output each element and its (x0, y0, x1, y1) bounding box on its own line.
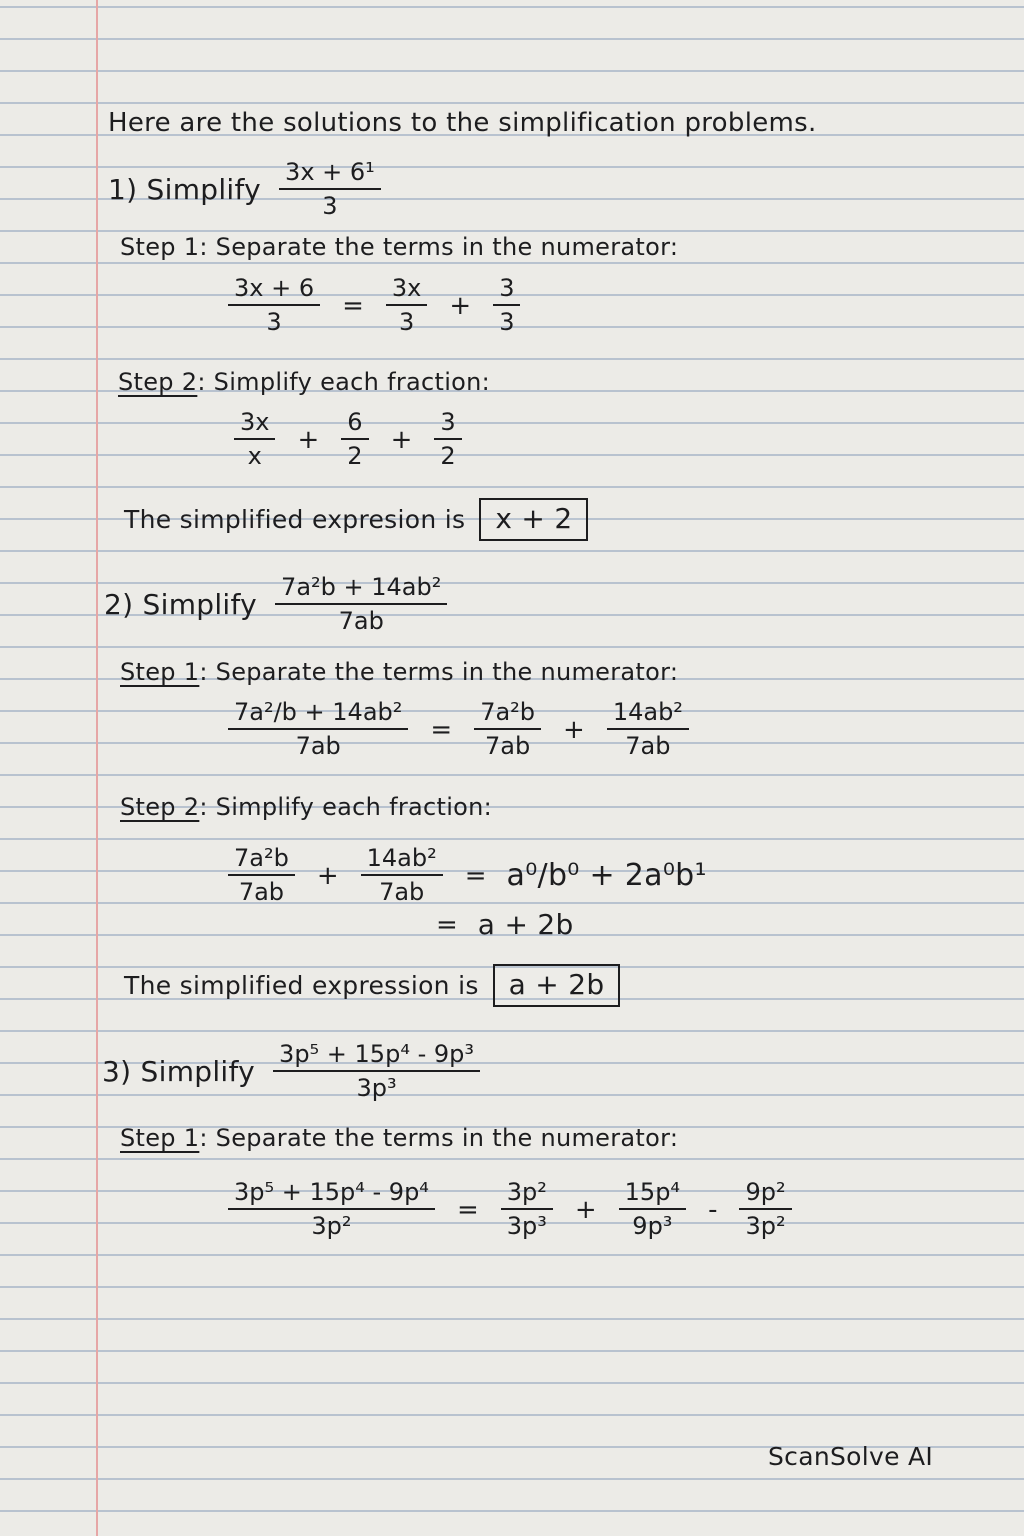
p1-s1-term-1 (386, 276, 427, 335)
problem-2-step-2-label (120, 795, 492, 819)
fraction-bar (386, 304, 427, 306)
fraction-bar (607, 728, 689, 730)
problem-1-header (108, 160, 387, 219)
step-1-text: : Separate the terms in the numerator: (199, 1124, 679, 1152)
p1-s1-term-2 (493, 276, 520, 335)
problem-3-label: 3) Simplify (102, 1055, 256, 1089)
p3-s1-term-3-num: 9p² (745, 1178, 786, 1206)
fraction-bar (341, 438, 368, 440)
fraction-bar (275, 603, 447, 605)
intro-text: Here are the solutions to the simplification problems. (108, 108, 817, 138)
p1-s1-term-1-den: 3 (399, 308, 415, 337)
fraction-bar (474, 728, 541, 730)
p3-s1-term-2 (619, 1180, 686, 1239)
p1-s2-term-1 (234, 410, 275, 469)
plus-sign: + (390, 424, 413, 455)
p3-s1-term-1-den: 3p³ (506, 1212, 547, 1241)
p1-s1-lhs-num: 3x + 6 (234, 274, 315, 302)
p2-s2-rhs-1: a⁰/b⁰ + 2a⁰b¹ (506, 857, 707, 893)
problem-2-step-1-label (120, 660, 678, 684)
step-1-prefix: Step 1 (120, 1124, 200, 1152)
p2-s1-term-1 (474, 700, 541, 759)
minus-sign: - (708, 1194, 718, 1225)
p2-s1-lhs-num: 7a²/b + 14ab² (234, 698, 403, 726)
p2-s2-term-2-den: 7ab (379, 878, 425, 907)
p2-s1-term-2-num: 14ab² (612, 698, 683, 726)
p1-s2-term-1-den: x (247, 442, 262, 471)
problem-2-fraction (275, 575, 447, 634)
equals-sign: = (436, 910, 458, 940)
signature: ScanSolve AI (768, 1442, 934, 1471)
p1-s2-term-2 (341, 410, 368, 469)
p1-s1-term-2-den: 3 (499, 308, 515, 337)
equals-sign: = (342, 290, 364, 321)
p1-s1-lhs-den: 3 (266, 308, 282, 337)
p2-s2-term-1 (228, 846, 295, 905)
p1-s1-lhs (228, 276, 320, 335)
p3-s1-term-2-den: 9p³ (632, 1212, 673, 1241)
problem-2-label: 2) Simplify (104, 588, 258, 622)
problem-3-header (102, 1042, 486, 1101)
problem-2-step-2-equation (222, 846, 711, 905)
step-2-text: : Simplify each fraction: (197, 368, 491, 396)
fraction-bar (434, 438, 461, 440)
problem-1-denominator: 3 (322, 192, 338, 221)
fraction-bar (501, 1208, 553, 1210)
fraction-bar (619, 1208, 686, 1210)
fraction-bar (739, 1208, 791, 1210)
p1-s2-term-1-num: 3x (240, 408, 270, 436)
plus-sign: + (316, 860, 339, 891)
problem-1-numerator: 3x + 6¹ (285, 158, 375, 186)
p2-s1-lhs-den: 7ab (295, 732, 341, 761)
fraction-bar (234, 438, 275, 440)
equals-sign: = (430, 714, 453, 745)
p1-s2-term-2-num: 6 (347, 408, 363, 436)
p1-s2-term-3 (434, 410, 461, 469)
problem-1-step-2-equation (228, 410, 468, 469)
fraction-bar (228, 304, 320, 306)
step-2-prefix: Step 2 (120, 793, 200, 821)
problem-2-denominator: 7ab (338, 607, 384, 636)
p1-s2-term-3-num: 3 (440, 408, 456, 436)
fraction-bar (361, 874, 443, 876)
fraction-bar (273, 1070, 480, 1072)
step-1-text: : Separate the terms in the numerator: (199, 233, 679, 261)
fraction-bar (228, 728, 408, 730)
p3-s1-term-3 (739, 1180, 791, 1239)
step-2-prefix: Step 2 (118, 368, 198, 396)
plus-sign: + (574, 1194, 597, 1225)
p2-s2-term-1-num: 7a²b (234, 844, 289, 872)
p2-s1-term-1-num: 7a²b (480, 698, 536, 726)
p2-s1-term-1-den: 7ab (485, 732, 531, 761)
fraction-bar (228, 1208, 435, 1210)
result-box: a + 2b (493, 964, 621, 1007)
p1-s2-term-2-den: 2 (347, 442, 363, 471)
p1-s1-term-2-num: 3 (499, 274, 515, 302)
p3-s1-lhs-den: 3p² (311, 1212, 352, 1241)
step-1-prefix: Step 1 (120, 233, 200, 261)
problem-1-fraction (279, 160, 381, 219)
plus-sign: + (449, 290, 472, 321)
problem-3-step-1-label (120, 1126, 678, 1150)
problem-1-step-2-label (118, 370, 490, 394)
p2-s1-lhs (228, 700, 408, 759)
fraction-bar (228, 874, 295, 876)
p3-s1-lhs-num: 3p⁵ + 15p⁴ - 9p⁴ (234, 1178, 429, 1206)
p2-s2-term-2-num: 14ab² (366, 844, 437, 872)
p3-s1-term-2-num: 15p⁴ (624, 1178, 681, 1206)
p1-s2-term-3-den: 2 (440, 442, 456, 471)
p2-s1-term-2-den: 7ab (625, 732, 671, 761)
equals-sign: = (456, 1194, 479, 1225)
result-text: The simplified expression is (124, 970, 479, 1000)
p2-s2-term-1-den: 7ab (238, 878, 285, 907)
step-1-text: : Separate the terms in the numerator: (199, 658, 679, 686)
problem-2-step-1-equation (222, 700, 695, 759)
p3-s1-term-1-num: 3p² (506, 1178, 547, 1206)
equals-sign: = (464, 860, 487, 891)
p2-s2-rhs-2: a + 2b (477, 908, 574, 941)
fraction-bar (279, 188, 381, 190)
problem-2-numerator: 7a²b + 14ab² (281, 573, 442, 601)
step-2-text: : Simplify each fraction: (199, 793, 493, 821)
p3-s1-lhs (228, 1180, 435, 1239)
fraction-bar (493, 304, 520, 306)
result-box: x + 2 (479, 498, 588, 541)
problem-2-step-2-continuation (432, 908, 578, 941)
step-1-prefix: Step 1 (120, 658, 200, 686)
problem-2-header (104, 575, 453, 634)
p1-s1-term-1-num: 3x (391, 274, 422, 302)
problem-1-step-1-equation (222, 276, 526, 335)
problem-3-step-1-equation (222, 1180, 798, 1239)
problem-1-result (124, 498, 588, 541)
plus-sign: + (297, 424, 320, 455)
problem-2-result (124, 964, 620, 1007)
problem-3-numerator: 3p⁵ + 15p⁴ - 9p³ (279, 1040, 474, 1068)
p3-s1-term-1 (501, 1180, 553, 1239)
problem-1-step-1-label (120, 235, 678, 259)
problem-3-denominator: 3p³ (356, 1074, 397, 1103)
plus-sign: + (563, 714, 585, 745)
problem-1-label: 1) Simplify (108, 173, 262, 207)
p2-s2-term-2 (361, 846, 443, 905)
result-text: The simplified expresion is (124, 504, 466, 534)
p2-s1-term-2 (607, 700, 689, 759)
problem-3-fraction (273, 1042, 480, 1101)
p3-s1-term-3-den: 3p² (745, 1212, 786, 1241)
